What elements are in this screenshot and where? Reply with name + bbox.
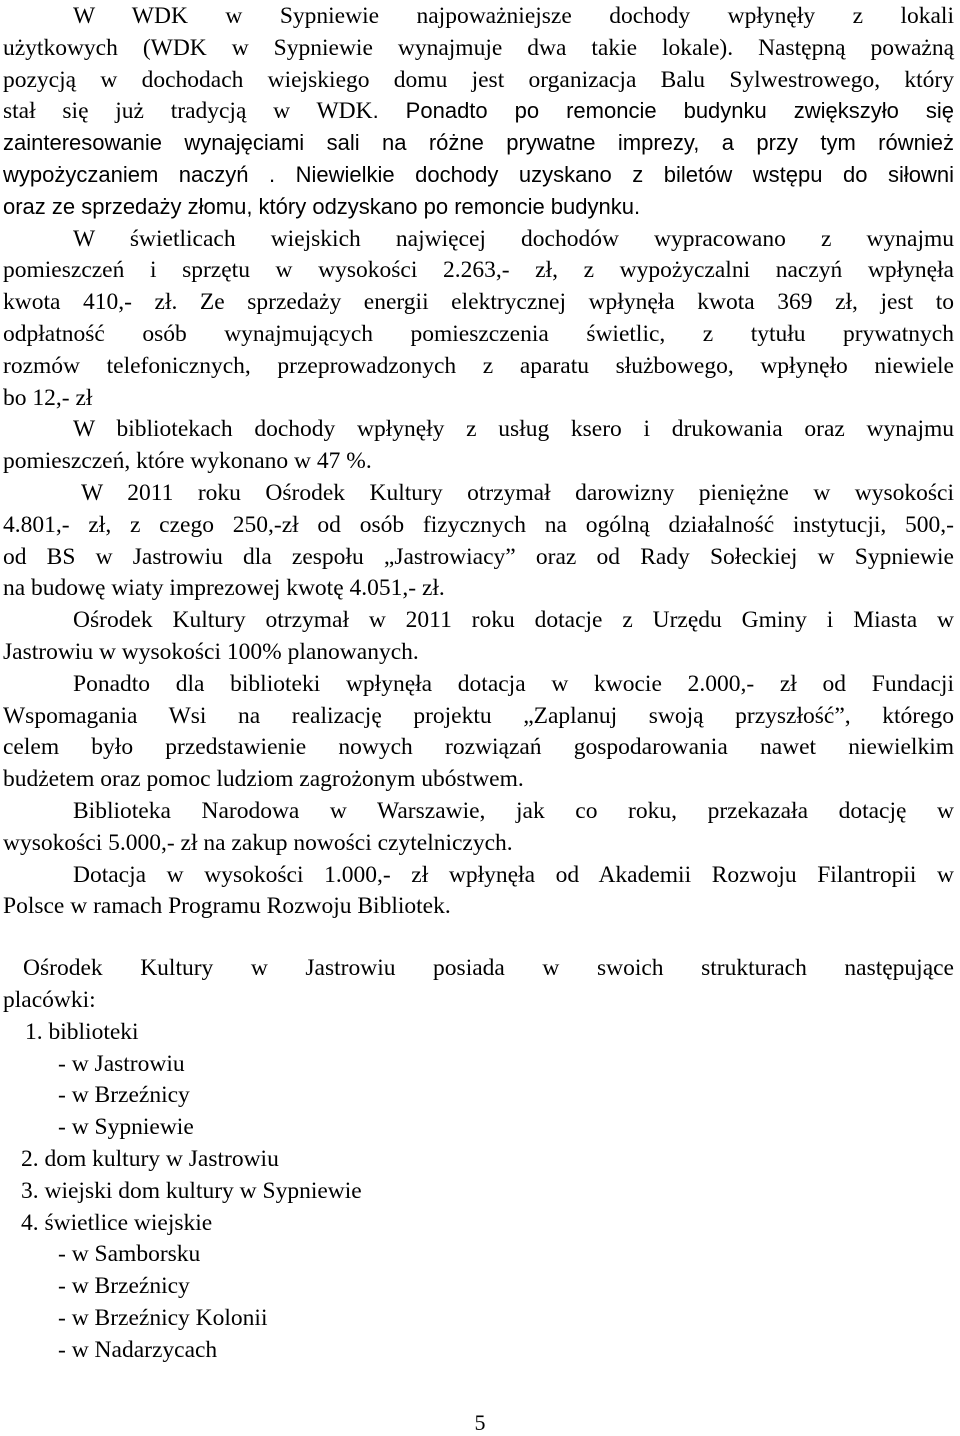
text-line: pomieszczeń, które wykonano w 47 %. <box>3 448 372 475</box>
text-line: odpłatność osób wynajmujących pomieszczenia świetlic, z tytułu prywatnych <box>3 321 954 347</box>
text-line: na budowę wiaty imprezowej kwotę 4.051,- zł. <box>3 575 445 602</box>
text-line: kwota 410,- zł. Ze sprzedaży energii elektrycznej wpłynęła kwota 369 zł, jest to <box>3 289 954 316</box>
text-line: Wspomagania Wsi na realizację projektu „Zaplanuj swoją przyszłość”, którego <box>3 702 954 729</box>
text-line: Ponadto dla biblioteki wpłynęła dotacja w kwocie 2.000,- zł od Fundacji <box>73 670 954 697</box>
text-line: - w Jastrowiu <box>58 1050 185 1077</box>
text-line: W świetlicach wiejskich najwięcej dochodów wypracowano z wynajmu <box>73 225 954 252</box>
text-line: Ośrodek Kultury otrzymał w 2011 roku dotacje z Urzędu Gminy i Miasta w <box>73 607 954 634</box>
text-line: - w Sypniewie <box>58 1114 194 1141</box>
text-line: placówki: <box>3 987 96 1013</box>
text-line: - w Brzeźnicy <box>58 1082 190 1109</box>
text-line: Polsce w ramach Programu Rozwoju Bibliotek. <box>3 893 451 920</box>
text-line: - w Brzeźnicy Kolonii <box>58 1305 268 1331</box>
text-line: budżetem oraz pomoc ludziom zagrożonym ubóstwem. <box>3 766 524 793</box>
text-line: bo 12,- zł <box>3 384 93 411</box>
text-line: użytkowych (WDK w Sypniewie wynajmuje dwa takie lokale). Następną poważną <box>3 34 954 61</box>
text-line: celem było przedstawienie nowych rozwiązań gospodarowania nawet niewielkim <box>3 734 954 761</box>
text-line: pomieszczeń i sprzętu w wysokości 2.263,- zł, z wypożyczalni naczyń wpłynęła <box>3 257 954 284</box>
text-line: W bibliotekach dochody wpłynęły z usług ksero i drukowania oraz wynajmu <box>73 416 954 443</box>
text-line: pozycją w dochodach wiejskiego domu jest organizacja Balu Sylwestrowego, który <box>3 66 954 93</box>
text-line: zainteresowanie wynajęciami sali na różne prywatne imprezy, a przy tym również <box>3 130 954 156</box>
text-line: - w Brzeźnicy <box>58 1273 190 1300</box>
page-number: 5 <box>474 1410 486 1435</box>
text-line: 1. biblioteki <box>25 1018 139 1045</box>
text-line: Dotacja w wysokości 1.000,- zł wpłynęła od Akademii Rozwoju Filantropii w <box>73 861 954 888</box>
text-line: W WDK w Sypniewie najpoważniejsze dochody wpłynęły z lokali <box>73 3 954 29</box>
text-line: 4.801,- zł, z czego 250,-zł od osób fizycznych na ogólną działalność instytucji, 500,- <box>3 511 954 538</box>
text-line: 2. dom kultury w Jastrowiu <box>21 1146 279 1172</box>
text-line: Jastrowiu w wysokości 100% planowanych. <box>3 639 419 665</box>
text-line: stał się już tradycją w WDK. Ponadto po remoncie budynku zwiększyło się <box>3 98 954 125</box>
text-line: 3. wiejski dom kultury w Sypniewie <box>21 1177 362 1204</box>
text-line: Biblioteka Narodowa w Warszawie, jak co roku, przekazała dotację w <box>73 798 954 824</box>
text-line: - w Samborsku <box>58 1241 201 1268</box>
text-line: W 2011 roku Ośrodek Kultury otrzymał darowizny pieniężne w wysokości <box>81 480 954 506</box>
text-line: wysokości 5.000,- zł na zakup nowości czytelniczych. <box>3 829 513 856</box>
text-line: - w Nadarzycach <box>58 1336 218 1363</box>
text-line: od BS w Jastrowiu dla zespołu „Jastrowiacy” oraz od Rady Sołeckiej w Sypniewie <box>3 543 954 570</box>
text-line: oraz ze sprzedaży złomu, który odzyskano po remoncie budynku. <box>3 193 641 219</box>
text-line: 4. świetlice wiejskie <box>21 1209 213 1236</box>
text-line: Ośrodek Kultury w Jastrowiu posiada w swoich strukturach następujące <box>23 955 954 982</box>
text-line: wypożyczaniem naczyń . Niewielkie dochody uzyskano z biletów wstępu do siłowni <box>3 162 954 187</box>
text-line: rozmów telefonicznych, przeprowadzonych z aparatu służbowego, wpłynęło niewiele <box>3 352 954 379</box>
